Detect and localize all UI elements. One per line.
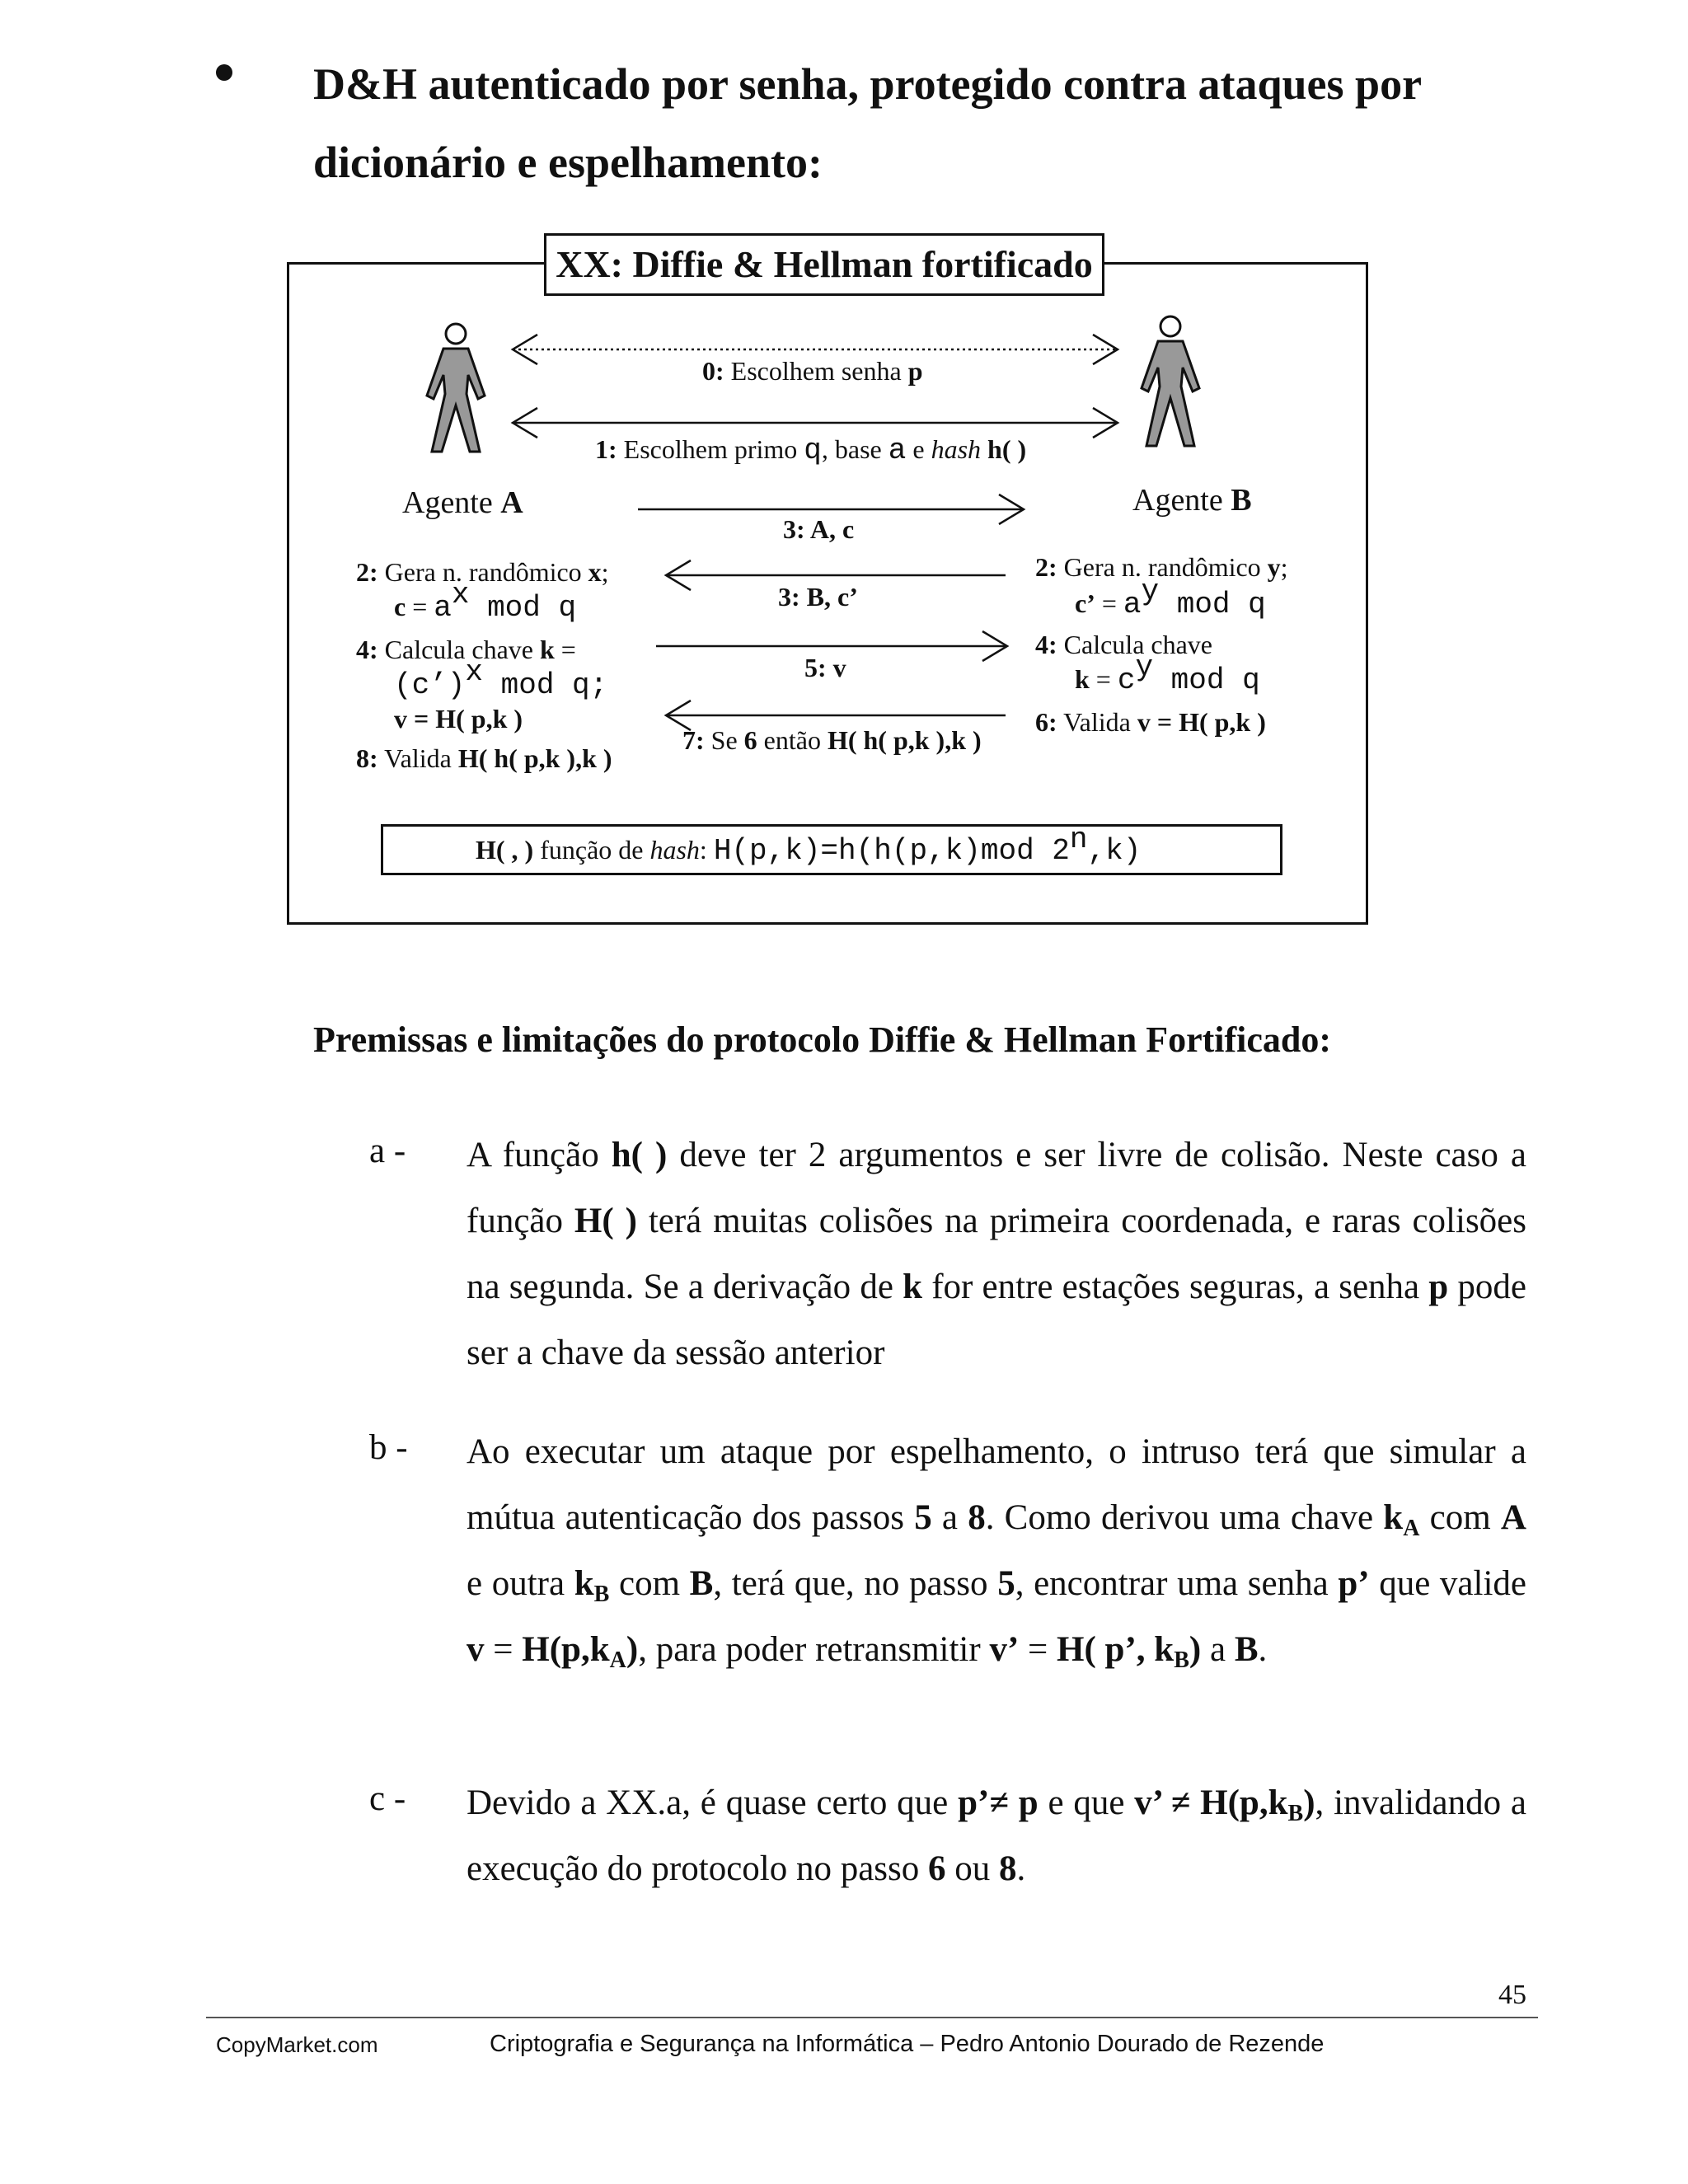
item-a-text: A função h( ) deve ter 2 argumentos e ser livre de colisão. Neste caso a função H( ) terá muitas colisões na primeira coordenada, e raras colisões na segunda. Se a derivação de k for entre estações seguras, a senha p pode ser a chave da sessão anterior (467, 1136, 1526, 1372)
msg-5-label: 5: v (804, 653, 846, 682)
step-0-label: 0: Escolhem senha p (702, 356, 923, 386)
agent-a-step-4: 4: Calcula chave k = (356, 635, 576, 664)
step-1-label: 1: Escolhem primo q, base a e hash h( ) (595, 434, 1027, 467)
agent-b-person-icon (1142, 316, 1199, 446)
item-b-text: Ao executar um ataque por espelhamento, o intruso terá que simular a mútua autenticação dos passos 5 a 8. Como derivou uma chave $k_A$ com A e outra $k_B$ com B, terá que, no passo 5, encontrar uma senha p’ que valide $v = H(p,k_A)$, para poder retransmitir v’ = H( p’, $k_B$) a B. (467, 1432, 1526, 1673)
diagram-title: XX: Diffie & Hellman fortificado (544, 233, 1104, 296)
agent-b-k-formula: $k = c^y$ mod q (1075, 650, 1260, 697)
agent-b-step-6: 6: Valida v = H( p,k ) (1035, 707, 1266, 737)
item-b-marker: b - (369, 1428, 408, 1467)
hash-definition-box: H( , ) função de hash: H(p,k)=h(h(p,k)mod 2$^n$,k) (381, 824, 1282, 875)
agent-b-step-2: 2: Gera n. randômico y; (1035, 552, 1288, 582)
agent-a-step-8: 8: Valida H( h( p,k ),k ) (356, 743, 612, 773)
msg-3a-label: 3: A, c (783, 514, 855, 544)
agent-a-label: Agente A (402, 485, 523, 520)
msg-3b-label: 3: B, c’ (778, 582, 858, 612)
footer-divider (206, 2017, 1538, 2018)
agent-a-step-2: 2: Gera n. randômico x; (356, 557, 609, 587)
agent-a-c-formula: $c = a^x$ mod q (394, 578, 577, 625)
agent-a-v-formula: v = H( p,k ) (394, 704, 523, 733)
item-a-marker: a - (369, 1132, 406, 1170)
agent-a-k-formula: (c’)$^x$ mod q; (394, 655, 608, 702)
item-c-text: Devido a XX.a, é quase certo que p’≠ p e que v’ ≠ $H(p,k_B)$, invalidando a execução do protocolo no passo 6 ou 8. (467, 1783, 1527, 1888)
agent-a-person-icon (427, 324, 485, 452)
page-number: 45 (1498, 1980, 1526, 2010)
heading-line-2: dicionário e espelhamento: (313, 138, 823, 187)
agent-b-label: Agente B (1132, 483, 1252, 518)
heading-line-1: D&H autenticado por senha, protegido contra ataques por (313, 59, 1423, 109)
agent-b-step-4: 4: Calcula chave (1035, 630, 1212, 659)
agent-b-c-formula: c’ = $a^y$ mod q (1075, 574, 1266, 621)
footer-publisher: CopyMarket.com (216, 2032, 378, 2057)
msg-7-label: 7: Se 6 então H( h( p,k ),k ) (682, 725, 982, 755)
section-title: Premissas e limitações do protocolo Diffie & Hellman Fortificado: (313, 1019, 1332, 1060)
item-c-marker: c - (369, 1779, 406, 1818)
footer-book-title: Criptografia e Segurança na Informática – Pedro Antonio Dourado de Rezende (490, 2031, 1325, 2057)
